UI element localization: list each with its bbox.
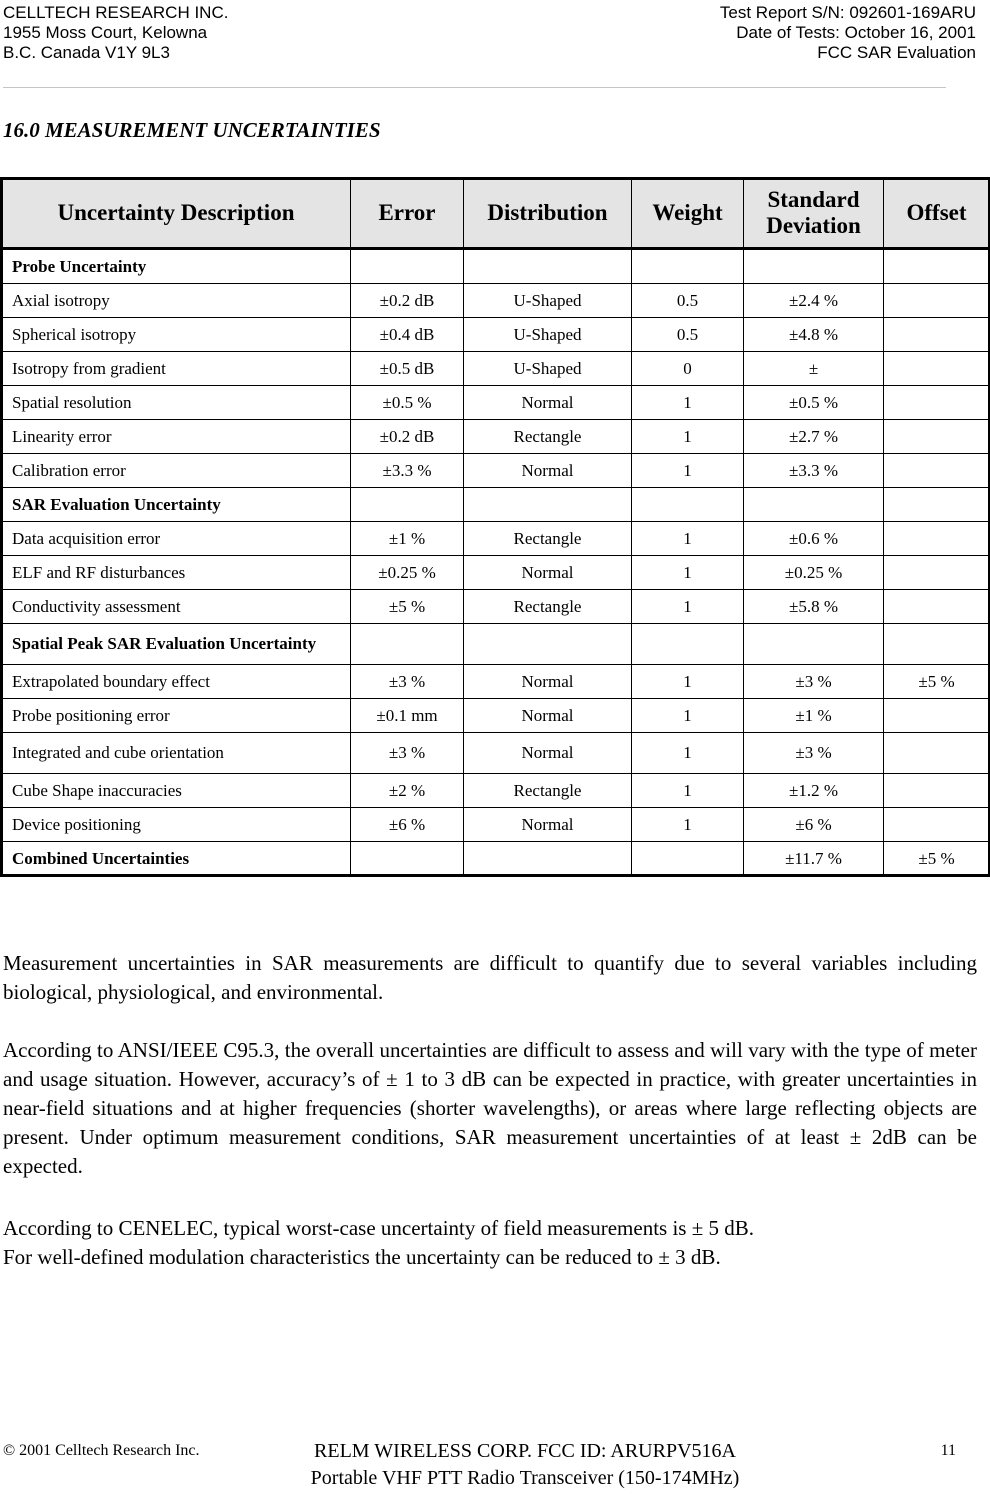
cell-offset (884, 386, 990, 420)
cell-error: ±0.2 dB (351, 420, 464, 454)
report-number: Test Report S/N: 092601-169ARU (719, 3, 976, 22)
cell-offset: ±5 % (884, 842, 990, 876)
cell-std-dev (744, 249, 884, 284)
footer-copyright: © 2001 Celltech Research Inc. (3, 1442, 200, 1459)
cell-offset (884, 352, 990, 386)
cell-description: Device positioning (2, 808, 351, 842)
table-row (2, 733, 990, 774)
address-line-1: 1955 Moss Court, Kelowna (3, 23, 208, 42)
cell-std-dev: ±2.7 % (744, 420, 884, 454)
col-header-error: Error (351, 179, 464, 249)
table-row (2, 488, 990, 522)
table-row (2, 352, 990, 386)
col-header-offset: Offset (884, 179, 990, 249)
header-right (720, 3, 976, 63)
cell-weight (632, 488, 744, 522)
table-row (2, 386, 990, 420)
cell-weight: 1 (632, 808, 744, 842)
table-row (2, 454, 990, 488)
cell-offset (884, 284, 990, 318)
cell-offset (884, 699, 990, 733)
cell-distribution: Rectangle (464, 774, 632, 808)
cell-error (351, 624, 464, 665)
cell-error (351, 842, 464, 876)
page-number: 11 (940, 1442, 956, 1459)
cell-error: ±3.3 % (351, 454, 464, 488)
cell-error: ±0.5 % (351, 386, 464, 420)
cell-offset (884, 420, 990, 454)
cell-description: Probe positioning error (2, 699, 351, 733)
cell-distribution: Normal (464, 386, 632, 420)
cell-distribution: Normal (464, 454, 632, 488)
cell-distribution: U-Shaped (464, 352, 632, 386)
cell-std-dev: ±0.6 % (744, 522, 884, 556)
cell-error: ±0.25 % (351, 556, 464, 590)
table-header-row (2, 179, 990, 249)
cell-offset (884, 556, 990, 590)
cell-offset (884, 624, 990, 665)
cell-distribution: U-Shaped (464, 284, 632, 318)
cell-error: ±2 % (351, 774, 464, 808)
cell-error (351, 249, 464, 284)
cell-description: Combined Uncertainties (2, 842, 351, 876)
cell-description: Conductivity assessment (2, 590, 351, 624)
cell-std-dev: ±6 % (744, 808, 884, 842)
cell-std-dev: ±5.8 % (744, 590, 884, 624)
table-row (2, 249, 990, 284)
cell-distribution (464, 488, 632, 522)
cell-weight: 1 (632, 774, 744, 808)
cell-offset (884, 318, 990, 352)
cell-std-dev (744, 488, 884, 522)
cell-description: SAR Evaluation Uncertainty (2, 488, 351, 522)
cell-std-dev: ±11.7 % (744, 842, 884, 876)
cell-std-dev: ±3 % (744, 665, 884, 699)
cell-weight: 1 (632, 386, 744, 420)
cell-std-dev: ±3.3 % (744, 454, 884, 488)
table-row (2, 590, 990, 624)
table-row (2, 624, 990, 665)
cell-distribution: Normal (464, 808, 632, 842)
cell-distribution (464, 842, 632, 876)
cell-distribution (464, 624, 632, 665)
address-line-2: B.C. Canada V1Y 9L3 (3, 43, 170, 62)
cell-offset (884, 733, 990, 774)
cell-description: Linearity error (2, 420, 351, 454)
col-header-description: Uncertainty Description (2, 179, 351, 249)
cell-std-dev (744, 624, 884, 665)
table-row (2, 522, 990, 556)
cell-distribution: Rectangle (464, 590, 632, 624)
cell-distribution: U-Shaped (464, 318, 632, 352)
cell-error: ±0.5 dB (351, 352, 464, 386)
evaluation-type: FCC SAR Evaluation (817, 43, 976, 62)
cell-description: Data acquisition error (2, 522, 351, 556)
col-header-distribution: Distribution (464, 179, 632, 249)
cell-error: ±3 % (351, 665, 464, 699)
cell-std-dev: ±0.5 % (744, 386, 884, 420)
cell-offset (884, 808, 990, 842)
cell-error: ±0.2 dB (351, 284, 464, 318)
cell-distribution (464, 249, 632, 284)
cell-weight: 0 (632, 352, 744, 386)
test-date: Date of Tests: October 16, 2001 (736, 23, 976, 42)
cell-std-dev: ±2.4 % (744, 284, 884, 318)
cell-distribution: Normal (464, 556, 632, 590)
cell-description: Spherical isotropy (2, 318, 351, 352)
cell-weight (632, 249, 744, 284)
cell-std-dev: ±4.8 % (744, 318, 884, 352)
cell-error: ±3 % (351, 733, 464, 774)
cell-description: Spatial resolution (2, 386, 351, 420)
cell-weight: 1 (632, 522, 744, 556)
cell-weight: 1 (632, 454, 744, 488)
table-body (2, 249, 990, 876)
cell-std-dev: ± (744, 352, 884, 386)
cell-description: Extrapolated boundary effect (2, 665, 351, 699)
cell-offset (884, 522, 990, 556)
cell-offset (884, 488, 990, 522)
footer-line-1: RELM WIRELESS CORP. FCC ID: ARURPV516A (314, 1440, 736, 1462)
cell-description: Axial isotropy (2, 284, 351, 318)
cell-description: ELF and RF disturbances (2, 556, 351, 590)
cell-distribution: Normal (464, 733, 632, 774)
cell-distribution: Rectangle (464, 420, 632, 454)
cell-weight (632, 624, 744, 665)
cell-weight: 1 (632, 590, 744, 624)
footer-product (260, 1438, 790, 1492)
paragraph-measurement: Measurement uncertainties in SAR measurements are difficult to quantify due to several variables including biological, physiological, and environmental. (3, 951, 977, 1004)
footer-line-2: Portable VHF PTT Radio Transceiver (150-174MHz) (310, 1467, 740, 1489)
company-name: CELLTECH RESEARCH INC. (3, 3, 229, 22)
cell-std-dev: ±1 % (744, 699, 884, 733)
cell-weight: 1 (632, 699, 744, 733)
section-title: 16.0 MEASUREMENT UNCERTAINTIES (3, 118, 381, 142)
cell-offset (884, 590, 990, 624)
cell-weight: 1 (632, 733, 744, 774)
cell-weight: 1 (632, 665, 744, 699)
table-row (2, 420, 990, 454)
cell-description: Calibration error (2, 454, 351, 488)
cenelec-line-2: For well-defined modulation characteristics the uncertainty can be reduced to ± 3 dB. (3, 1245, 721, 1269)
cell-error: ±1 % (351, 522, 464, 556)
cell-description: Spatial Peak SAR Evaluation Uncertainty (2, 624, 351, 665)
table-row (2, 774, 990, 808)
table-row (2, 808, 990, 842)
header-divider (3, 87, 946, 88)
cell-distribution: Normal (464, 665, 632, 699)
cell-weight: 0.5 (632, 318, 744, 352)
table-row (2, 556, 990, 590)
table-row (2, 284, 990, 318)
cell-description: Probe Uncertainty (2, 249, 351, 284)
cell-offset: ±5 % (884, 665, 990, 699)
table-row (2, 318, 990, 352)
cell-error: ±0.4 dB (351, 318, 464, 352)
cell-distribution: Normal (464, 699, 632, 733)
cell-weight: 1 (632, 556, 744, 590)
table-row (2, 699, 990, 733)
cell-weight: 0.5 (632, 284, 744, 318)
table-row (2, 665, 990, 699)
cell-error: ±5 % (351, 590, 464, 624)
paragraph-ansi-ieee: According to ANSI/IEEE C95.3, the overall uncertainties are difficult to assess and will vary with the type of meter and usage situation. However, accuracy’s of ± 1 to 3 dB can be expected in practice, with greater uncertainties in near-field situations and at higher frequencies (shorter wavelengths), or areas where large reflecting objects are present. Under optimum measurement conditions, SAR measurement uncertainties of at least ± 2dB can be expected. (3, 1038, 977, 1178)
table-row (2, 842, 990, 876)
paragraph-cenelec (3, 1214, 977, 1272)
cell-std-dev: ±1.2 % (744, 774, 884, 808)
uncertainty-table (1, 178, 990, 876)
cell-std-dev: ±0.25 % (744, 556, 884, 590)
cell-distribution: Rectangle (464, 522, 632, 556)
cell-weight (632, 842, 744, 876)
cell-error (351, 488, 464, 522)
cell-offset (884, 774, 990, 808)
cell-offset (884, 249, 990, 284)
cell-description: Cube Shape inaccuracies (2, 774, 351, 808)
cell-error: ±0.1 mm (351, 699, 464, 733)
col-header-standard-deviation: Standard Deviation (744, 179, 884, 249)
cenelec-line-1: According to CENELEC, typical worst-case uncertainty of field measurements is ± 5 dB. (3, 1216, 754, 1240)
cell-std-dev: ±3 % (744, 733, 884, 774)
cell-error: ±6 % (351, 808, 464, 842)
col-header-weight: Weight (632, 179, 744, 249)
cell-description: Isotropy from gradient (2, 352, 351, 386)
cell-weight: 1 (632, 420, 744, 454)
header-left (3, 3, 228, 63)
cell-offset (884, 454, 990, 488)
cell-description: Integrated and cube orientation (2, 733, 351, 774)
